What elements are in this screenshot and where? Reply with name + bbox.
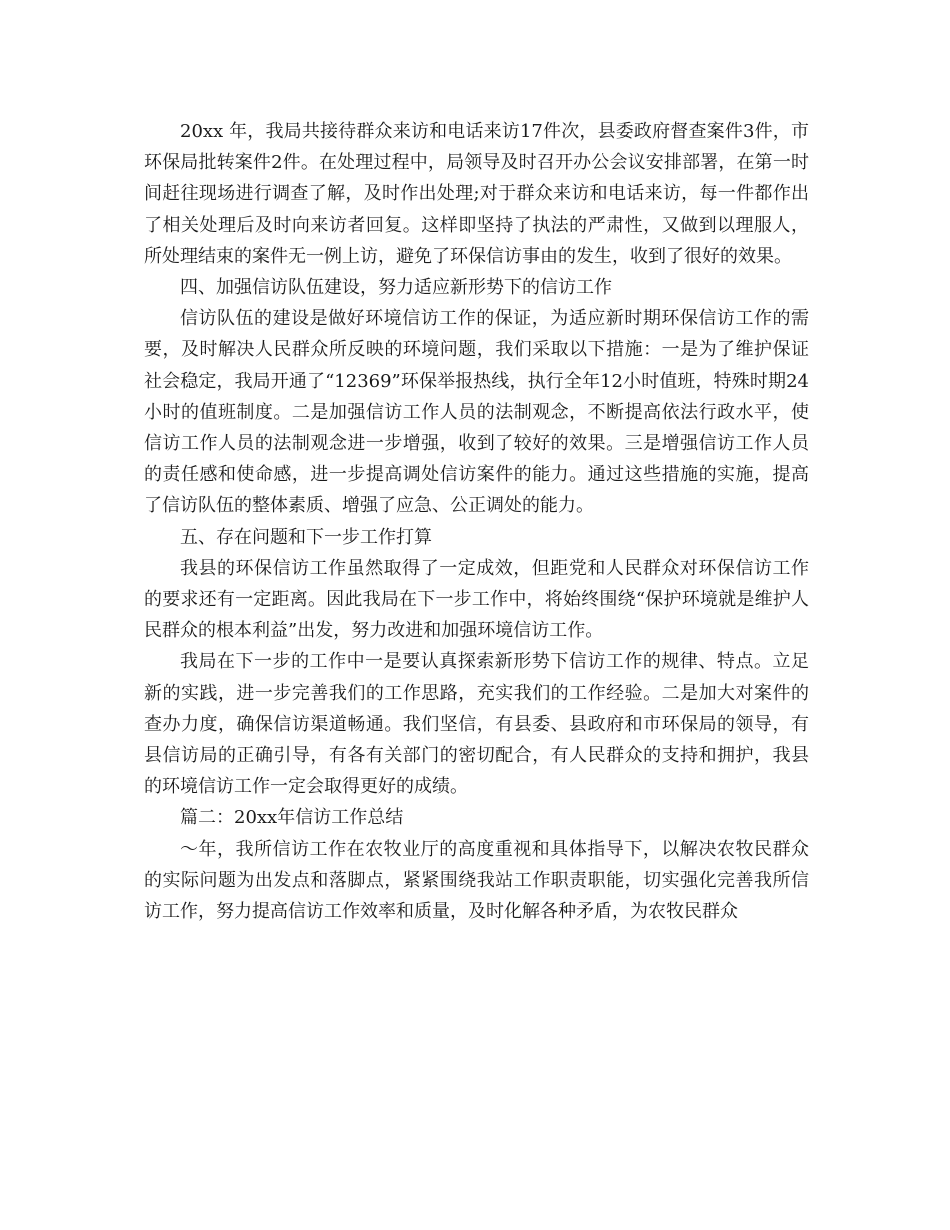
paragraph-part-two-intro: ～年，我所信访工作在农牧业厅的高度重视和具体指导下，以解决农牧民群众的实际问题为出发点和落脚点，紧紧围绕我站工作职责职能，切实强化完善我所信访工作，努力提高信访工作效率和质量，及时化解各种矛盾，为农牧民群众	[144, 838, 809, 923]
section-heading-part-two: 篇二：20xx年信访工作总结	[180, 807, 404, 829]
paragraph-problems: 我县的环保信访工作虽然取得了一定成效，但距党和人民群众对环保信访工作的要求还有一定距离。因此我局在下一步工作中，将始终围绕“保护环境就是维护人民群众的根本利益”出发，努力改进和加强环境信访工作。	[144, 557, 809, 642]
section-heading-problems-plans: 五、存在问题和下一步工作打算	[180, 526, 432, 548]
document-body	[144, 116, 809, 927]
section-heading-team-building: 四、加强信访队伍建设，努力适应新形势下的信访工作	[180, 277, 612, 299]
paragraph-next-steps: 我局在下一步的工作中一是要认真探索新形势下信访工作的规律、特点。立足新的实践，进一步完善我们的工作思路，充实我们的工作经验。二是加大对案件的查办力度，确保信访渠道畅通。我们坚信，有县委、县政府和市环保局的领导，有县信访局的正确引导，有各有关部门的密切配合，有人民群众的支持和拥护，我县的环境信访工作一定会取得更好的成绩。	[144, 651, 809, 798]
paragraph-team-measures: 信访队伍的建设是做好环境信访工作的保证，为适应新时期环保信访工作的需要，及时解决人民群众所反映的环境问题，我们采取以下措施：一是为了维护保证社会稳定，我局开通了“12369”环保举报热线，执行全年12小时值班，特殊时期24小时的值班制度。二是加强信访工作人员的法制观念，不断提高依法行政水平，使信访工作人员的法制观念进一步增强，收到了较好的效果。三是增强信访工作人员的责任感和使命感，进一步提高调处信访案件的能力。通过这些措施的实施，提高了信访队伍的整体素质、增强了应急、公正调处的能力。	[144, 308, 809, 517]
paragraph-case-summary: 20xx 年，我局共接待群众来访和电话来访17件次，县委政府督查案件3件，市环保局批转案件2件。在处理过程中，局领导及时召开办公会议安排部署，在第一时间赶往现场进行调查了解，及时作出处理;对于群众来访和电话来访，每一件都作出了相关处理后及时向来访者回复。这样即坚持了执法的严肃性，又做到以理服人，所处理结束的案件无一例上访，避免了环保信访事由的发生，收到了很好的效果。	[144, 121, 809, 267]
